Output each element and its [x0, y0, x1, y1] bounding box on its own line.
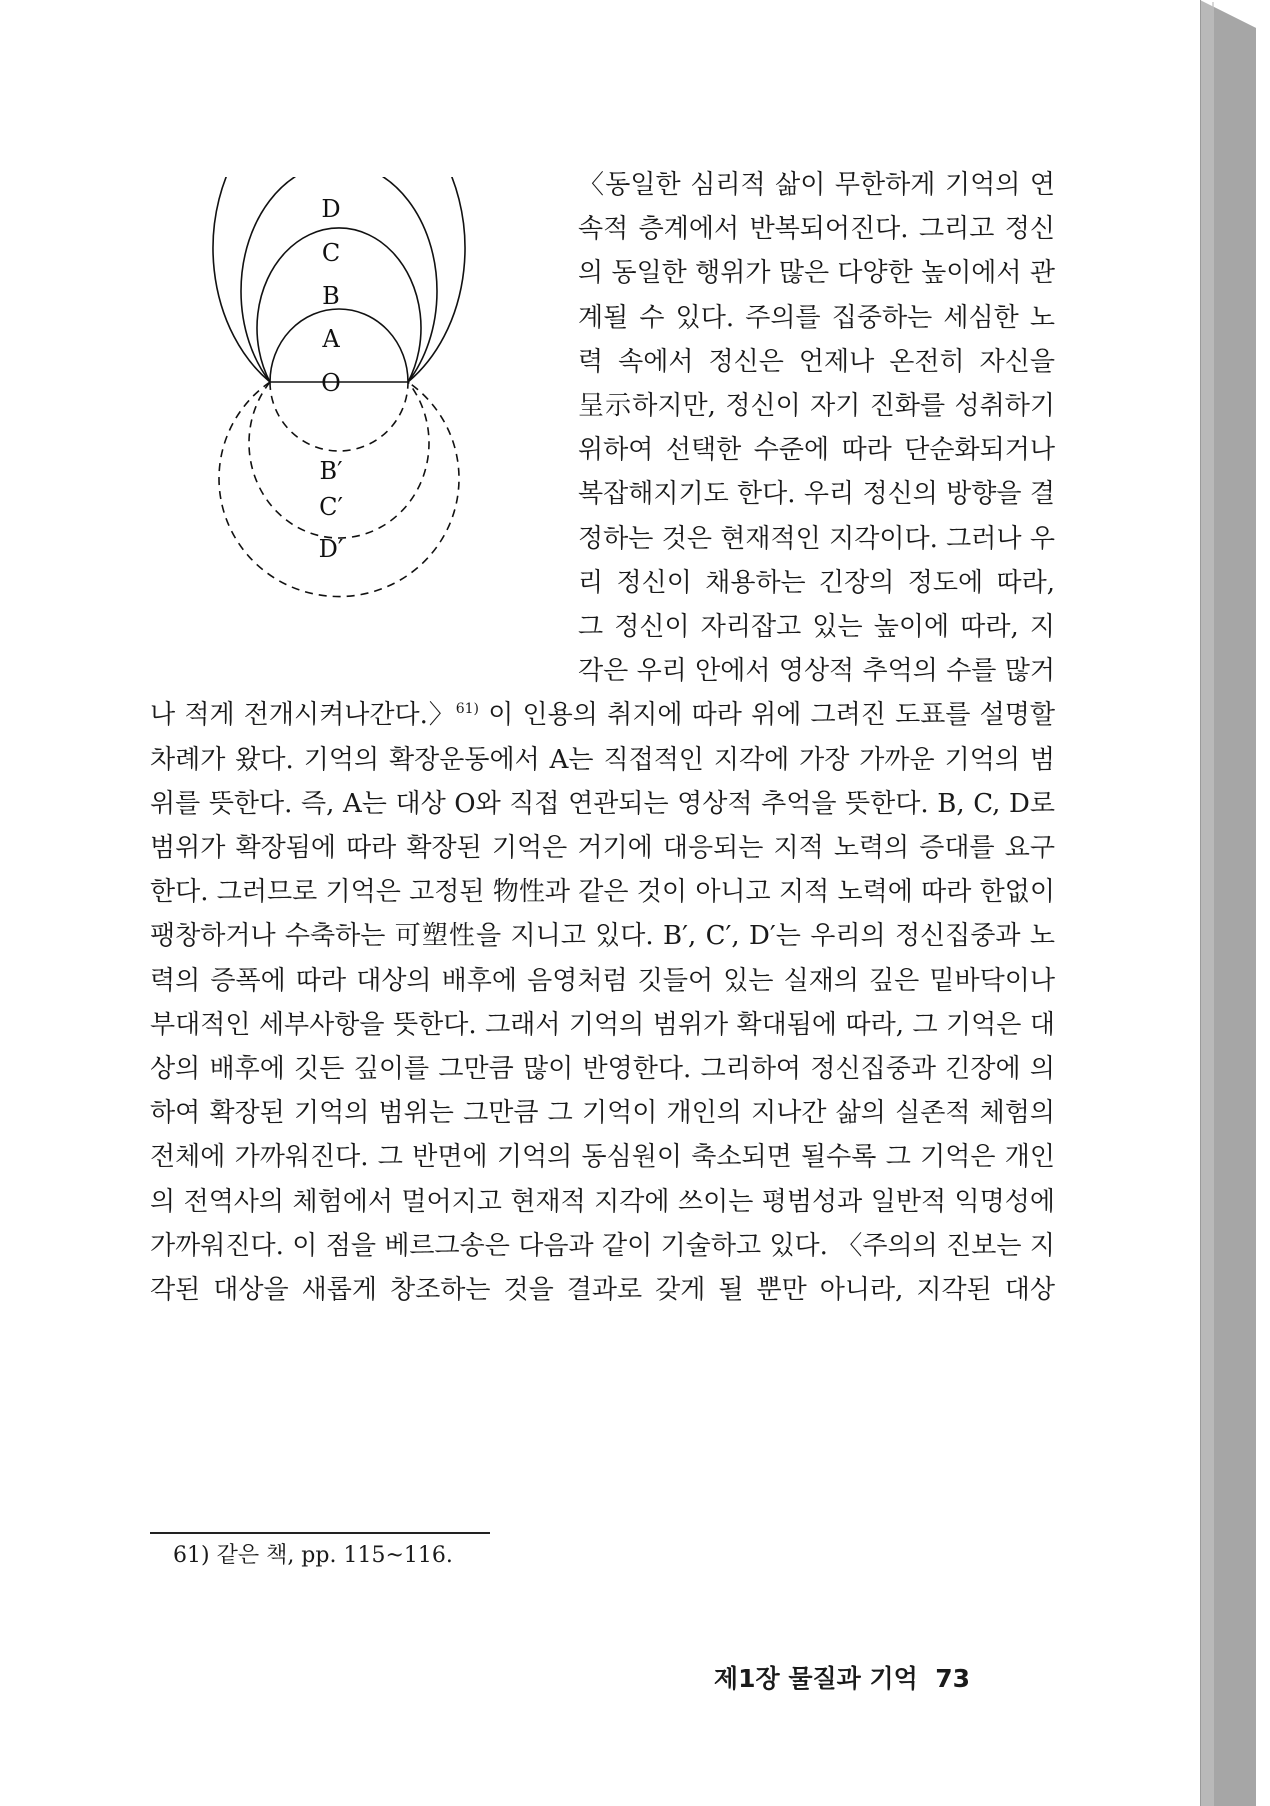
- label-a: A: [322, 325, 340, 353]
- label-c: C: [321, 239, 341, 267]
- chapter-title: 제1장 물질과 기억: [713, 1664, 918, 1693]
- label-o: O: [321, 369, 341, 397]
- running-footer: [714, 1664, 970, 1694]
- label-b: B: [322, 282, 340, 310]
- quoted-passage: 〈동일한 심리적 삶이 무한하게 기억의 연속적 층계에서 반복되어진다. 그리고 정신의 동일한 행위가 많은 다양한 높이에서 관계될 수 있다. 주의를 집중하는 세심한 노력 속에서 정신은 언제나 온전히 자신을 呈示하지만, 정신이 자기 진화를 성취하기 위하여 선택한 수준에 따라 단순화되거나 복잡해지기도 한다. 우리 정신의 방향을 결정하는 것은 현재적인 지각이다. 그러나 우리 정신이 채용하는 긴장의 정도에 따라, 그 정신이 자리잡고 있는 높이에 따라, 지각은 우리 안에서 영상적 추억의 수를 많거나 적게 전개시켜나간다.〉: [150, 170, 1055, 731]
- body-text: [150, 163, 1055, 1312]
- label-d: D: [321, 195, 341, 223]
- footnote: 61) 같은 책, pp. 115~116.: [173, 1543, 453, 1568]
- page-number: 73: [935, 1664, 970, 1693]
- footnote-reference[interactable]: 61): [455, 701, 480, 718]
- book-edge: [1200, 0, 1270, 1806]
- footnote-rule: [150, 1532, 490, 1534]
- memory-circles-diagram: [198, 177, 558, 657]
- label-d-prime: D′: [318, 535, 344, 563]
- lower-arcs: [219, 382, 459, 597]
- paragraph-continuation: 이 인용의 취지에 따라 위에 그려진 도표를 설명할 차례가 왔다. 기억의 확장운동에서 A는 직접적인 지각에 가장 가까운 기억의 범위를 뜻한다. 즉, A는 대상 O와 직접 연관되는 영상적 추억을 뜻한다. B, C, D로 범위가 확장됨에 따라 확장된 기억은 거기에 대응되는 지적 노력의 증대를 요구한다. 그러므로 기억은 고정된 物性과 같은 것이 아니고 지적 노력에 따라 한없이 팽창하거나 수축하는 可塑性을 지니고 있다. B′, C′, D′는 우리의 정신집중과 노력의 증폭에 따라 대상의 배후에 음영처럼 깃들어 있는 실재의 깊은 밑바닥이나 부대적인 세부사항을 뜻한다. 그래서 기억의 범위가 확대됨에 따라, 그 기억은 대상의 배후에 깃든 깊이를 그만큼 많이 반영한다. 그리하여 정신집중과 긴장에 의하여 확장된 기억의 범위는 그만큼 그 기억이 개인의 지나간 삶의 실존적 체험의 전체에 가까워진다. 그 반면에 기억의 동심원이 축소되면 될수록 그 기억은 개인의 전역사의 체험에서 멀어지고 현재적 지각에 쓰이는 평범성과 일반적 익명성에 가까워진다. 이 점을 베르그송은 다음과 같이 기술하고 있다. 〈주의의 진보는 지각된 대상을 새롭게 창조하는 것을 결과로 갖게 될 뿐만 아니라, 지각된 대상: [150, 700, 1056, 1306]
- label-b-prime: B′: [319, 457, 343, 485]
- arc-d-prime: [219, 382, 459, 597]
- label-c-prime: C′: [319, 493, 343, 521]
